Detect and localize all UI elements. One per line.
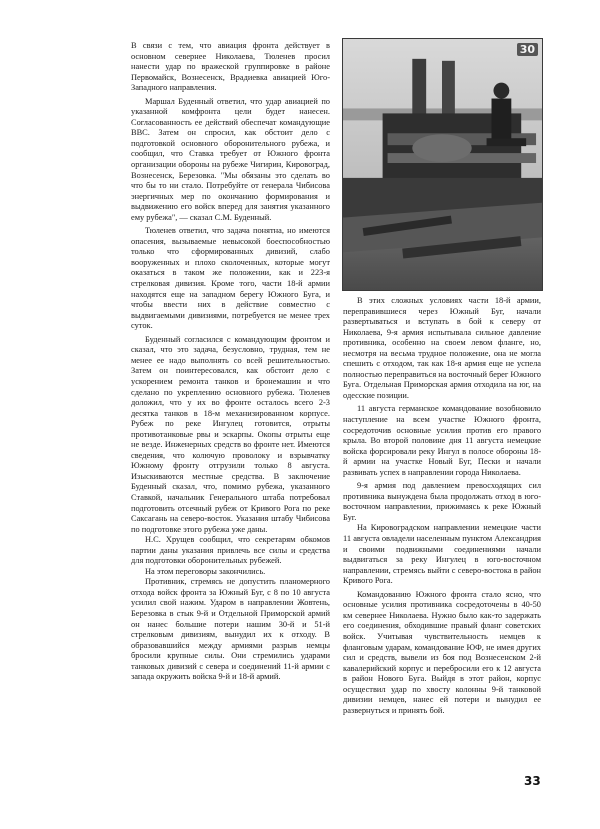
paragraph: Тюленев ответил, что задача понятна, но имеются опасения, вызываемые невысокой боеспособностью только что сформированных дивизий, слабо вооруженных и плохо сколоченных, которые могут оказаться в таком же положении, как и 223-я стрелковая дивизия. Кроме того, части 18-й армии находятся еще на западном берегу Южного Буга, и чтобы ввести них в действие совместно с выдвигаемыми дивизиями, потребуется не менее трех суток. — [131, 226, 330, 331]
damaged-vehicles-photo — [343, 39, 542, 290]
paragraph: Командованию Южного фронта стало ясно, что основные усилия противника сосредоточены в 40-50 км севернее Николаева. Нужно было как-то задержать его соединения, обходившие правый фланг советских войск. Учитывая чувствительность немцев к фланговым ударам, командование ЮФ, не имея других сил и средств, вывели из боя под Вознесенском 2-й кавалерийский корпус и перебросили его к 12 августа в район Нового Буга. Выйдя в этот район, корпус осуществил удар по хвосту колонны 9-й танковой дивизии немцев, нанес ей потери и вынудил ее развернуться и принять бой. — [343, 589, 541, 715]
paragraph: На Кировоградском направлении немецкие части 11 августа овладели населенным пунктом Александрия и своими подвижными соединениями начали выдвигаться за реку Ингулец в юго-восточном направлении, стремясь выйти с северо-востока в район Кривого Рога. — [343, 523, 541, 586]
paragraph: На этом переговоры закончились. — [145, 566, 266, 576]
paragraph: Буденный согласился с командующим фронтом и сказал, что это задача, безусловно, трудная, тем не менее ее надо выполнять со всей решительностью. Затем он поинтересовался, как обстоит дело с ускорением ремонта танков и бронемашин и что сделано по укреплению основного рубежа. Тюленев доложил, что у их во фронте осталось всего 2-3 десятка танков в 18-м механизированном корпусе. Рубеж по реке Ингулец готовится, отрыты противотанковые рвы и эскарпы. Окопы отрыты еще не везде. Инженерных средств во фронте нет. Имеются сведения, что колючую проволоку и взрывчатку Южному фронту отгрузили только 8 августа. Изыскиваются местные средства. В заключение Буденный сказал, что, помимо рубежа, указанного Ставкой, начальник Генерального штаба потребовал подготовить отсечный рубеж от Кривого Рога по реке Саксагань на северо-восток. Указания штабу Чибисова по подготовке этого рубежа уже даны. — [131, 334, 330, 534]
photo-number-label: 30 — [517, 43, 538, 56]
left-text-column — [131, 41, 330, 683]
archive-photo — [342, 38, 543, 291]
paragraph: Противник, стремясь не допустить планомерного отхода войск фронта за Южный Буг, с 8 по 10 августа усилил свой нажим. Ударом в направлении Жовтень, Березовка в стык 9-й и Отдельной Приморской армий он нанес большие потери нашим 30-й и 51-й стрелковым дивизиям, вынудил их к отходу. В образовавшийся между армиями разрыв немцы бросили крупные силы. Они стремились ударами танковых дивизий с севера и соединений 11-й армии с запада окружить войска 9-й и 18-й армий. — [131, 577, 330, 682]
paragraph: В связи с тем, что авиация фронта действует в основном севернее Николаева, Тюленев просил нанести удар по вражеской группировке в районе Первомайск, Вознесенск, Врадиевка авиацией Юго-Западного направления. — [131, 41, 330, 93]
paragraph: Н.С. Хрущев сообщил, что секретарям обкомов партии даны указания привлечь все силы и средства для подготовки оборонительных рубежей. — [131, 535, 330, 566]
paragraph: 9-я армия под давлением превосходящих сил противника вынуждена была продолжать отход в юго-восточном направлении, прижимаясь к реке Южный Буг. — [343, 481, 541, 522]
paragraph: 11 августа германское командование возобновило наступление на всем участке Южного фронта, сосредоточив основные усилия против его правого крыла. Во второй половине дня 11 августа немецкие войска форсировали реку Ингул в полосе обороны 18-й армии на участке Новый Буг, Пески и начали развивать успех в направлении города Николаева. — [343, 404, 541, 477]
paragraph: Маршал Буденный ответил, что удар авиацией по указанной комфронта цели будет нанесен. Согласованность ее действий обеспечат командующие ВВС. Затем он спросил, как обстоит дело с подготовкой основного оборонительного рубежа, и сообщил, что Ставка требует от Южного фронта организации обороны на рубеже Чигирин, Кировоград, Вознесенск, Березовка. "Мы обязаны это сделать во что бы то ни стало. Потребуйте от генерала Чибисова энергичных мер по окончанию формирования и выдвижению его войск вперед для занятия указанного ему рубежа", — сказал С.М. Буденный. — [131, 96, 330, 222]
right-text-column — [343, 296, 541, 716]
paragraph: В этих сложных условиях части 18-й армии, переправившиеся через Южный Буг, начали развертываться и вступать в бой к северу от Николаева, 9-я армия испытывала сильное давление противника, особенно на своем левом фланге, но, несмотря на весьма трудное положение, она не могла спешить с отходом, так как 18-я армия еще не успела полностью переправиться на восточный берег Южного Буга. Отдельная Приморская армия отходила на юг, на одесские позиции. — [343, 296, 541, 400]
page-number: 33 — [524, 774, 541, 788]
